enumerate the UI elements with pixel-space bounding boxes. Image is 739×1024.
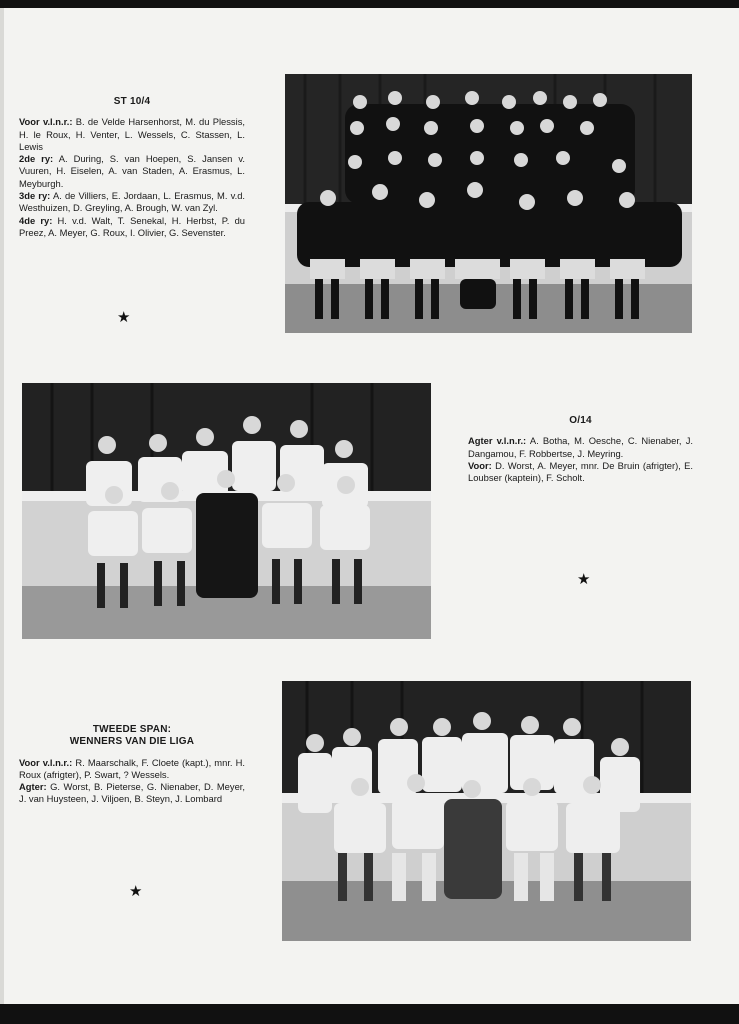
star-icon: ★ bbox=[129, 883, 143, 900]
caption-title: ST 10/4 bbox=[113, 96, 151, 107]
caption-st10-4 bbox=[19, 96, 245, 239]
top-border bbox=[0, 0, 739, 8]
team-photo-o14 bbox=[22, 383, 431, 639]
caption-o14 bbox=[468, 415, 693, 484]
caption-tweede-span bbox=[19, 724, 245, 806]
caption-row-front: Voor v.l.n.r.: B. de Velde Harsenhorst, M. du Plessis, H. le Roux, H. Venter, L. Wessels, C. Stassen, L. Lewis bbox=[19, 116, 245, 152]
caption-row-front: Voor: D. Worst, A. Meyer, mnr. De Bruin (afrigter), E. Loubser (kaptein), F. Scholt. bbox=[468, 459, 693, 484]
caption-title: O/14 bbox=[569, 415, 592, 426]
caption-title bbox=[19, 724, 245, 749]
team-photo-tweede-span bbox=[282, 681, 691, 941]
caption-row-back: Agter: G. Worst, B. Pieterse, G. Nienaber, D. Meyer, J. van Huysteen, J. Viljoen, B. Steyn, J. Lombard bbox=[19, 781, 245, 805]
caption-row-back: Agter v.l.n.r.: A. Botha, M. Oesche, C. Nienaber, J. Dangamou, F. Robbertse, J. Meyring. bbox=[468, 435, 694, 459]
caption-row-front: Voor v.l.n.r.: R. Maarschalk, F. Cloete (kapt.), mnr. H. Roux (afrigter), P. Swart, ? Wessels. bbox=[19, 756, 245, 780]
caption-title-line1: TWEEDE SPAN: bbox=[92, 724, 172, 735]
caption-row-3: 3de ry: A. de Villiers, E. Jordaan, L. Erasmus, M. v.d. Westhuizen, D. Greyling, A. Brough, W. van Zyl. bbox=[19, 190, 246, 214]
left-page-edge bbox=[0, 8, 4, 1004]
star-icon: ★ bbox=[577, 571, 591, 588]
star-icon: ★ bbox=[117, 309, 131, 326]
caption-row-2: 2de ry: A. During, S. van Hoepen, S. Jansen v. Vuuren, H. Eiselen, A. van Staden, A. Erasmus, L. Meyburgh. bbox=[19, 153, 246, 189]
class-photo-st10-4 bbox=[285, 74, 692, 333]
caption-title-line2: WENNERS VAN DIE LIGA bbox=[69, 736, 195, 748]
bottom-border bbox=[0, 1004, 739, 1024]
caption-row-4: 4de ry: H. v.d. Walt, T. Senekal, H. Herbst, P. du Preez, A. Meyer, G. Roux, I. Olivier, G. Sevenster. bbox=[19, 214, 246, 238]
